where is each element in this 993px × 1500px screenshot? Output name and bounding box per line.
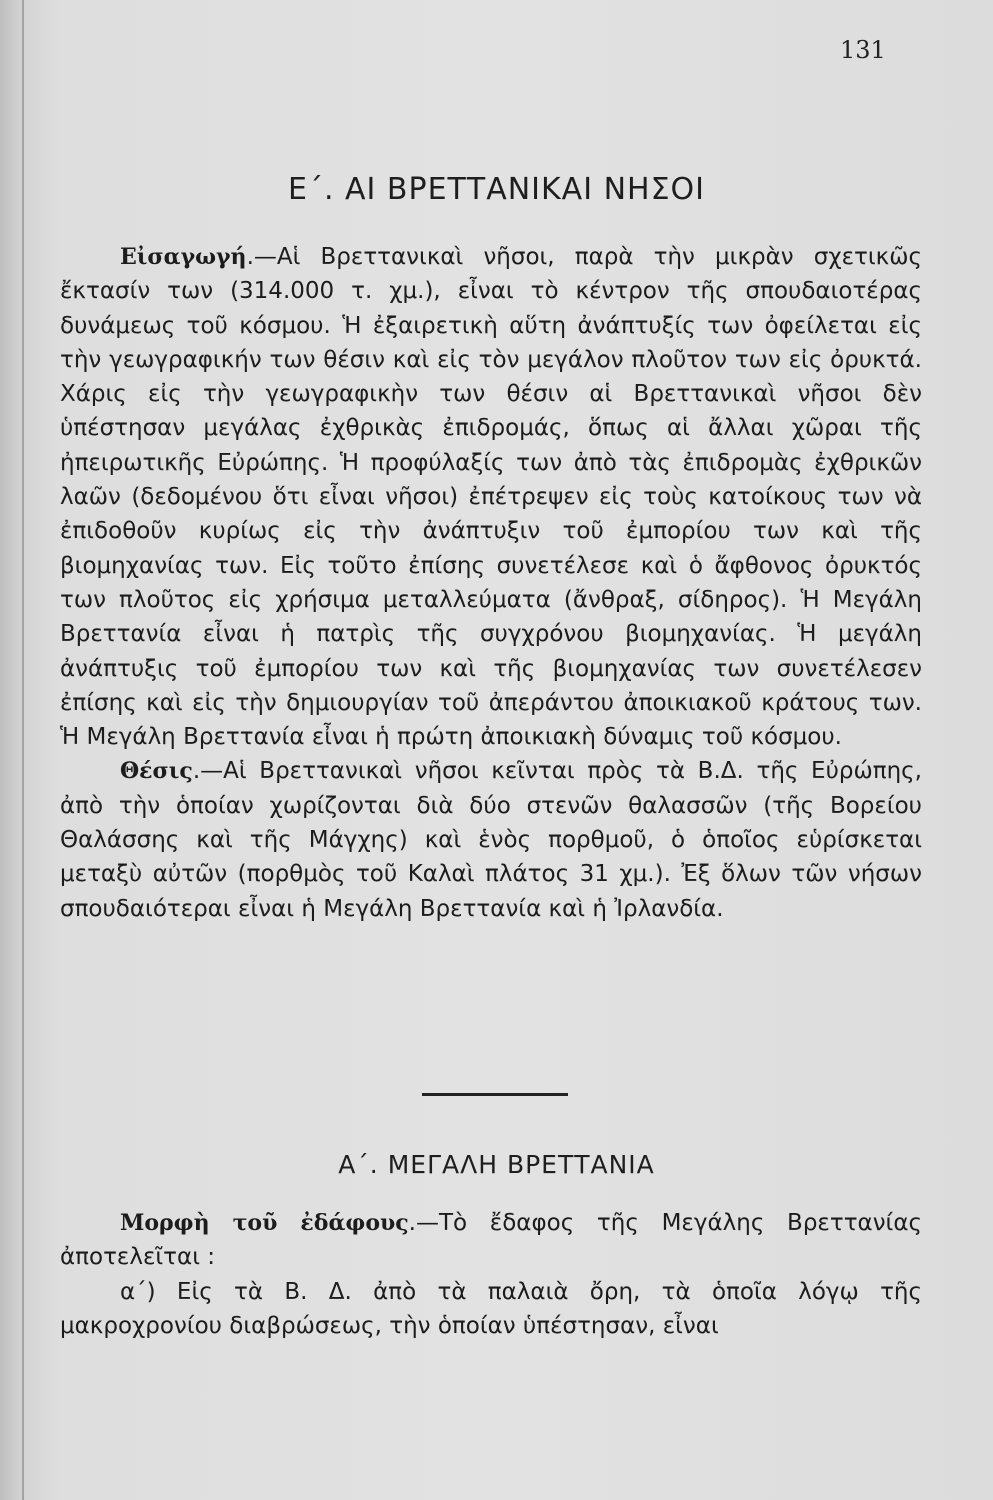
section-divider xyxy=(422,1093,568,1096)
position-heading: Θέσις xyxy=(120,758,193,785)
intro-text: .—Αἱ Βρεττανικαὶ νῆσοι, παρὰ τὴν μικρὰν σχετικῶς ἔκτασίν των (314.000 τ. χμ.), εἶναι τὸ κέντρον τῆς σπουδαιοτέρας δυνάμεως τοῦ κόσμου. Ἡ ἐξαιρετικὴ αὕτη ἀνάπτυξίς των ὀφείλεται εἰς τὴν γεωγραφικήν των θέσιν καὶ εἰς τὸν μεγάλον πλοῦτον των εἰς ὀρυκτά. Χάρις εἰς τὴν γεωγραφικὴν των θέσιν αἱ Βρεττανικαὶ νῆσοι δὲν ὑπέστησαν μεγάλας ἐχθρικὰς ἐπιδρομάς, ὅπως αἱ ἄλλαι χῶραι τῆς ἠπειρωτικῆς Εὐρώπης. Ἡ προφύλαξίς των ἀπὸ τὰς ἐπιδρομὰς ἐχθρικῶν λαῶν (δεδομένου ὅτι εἶναι νῆσοι) ἐπέτρεψεν εἰς τοὺς κατοίκους των νὰ ἐπιδοθοῦν κυρίως εἰς τὴν ἀνάπτυξιν τοῦ ἐμπορίου των καὶ τῆς βιομηχανίας των. Εἰς τοῦτο ἐπίσης συνετέλεσε καὶ ὁ ἄφθονος ὀρυκτός των πλοῦτος εἰς χρήσιμα μεταλλεύματα (ἄνθραξ, σίδηρος). Ἡ Μεγάλη Βρεττανία εἶναι ἡ πατρὶς τῆς συγχρόνου βιομηχανίας. Ἡ μεγάλη ἀνάπτυξις τοῦ ἐμπορίου των καὶ τῆς βιομηχανίας των συνετέλεσεν ἐπίσης καὶ εἰς τὴν δημιουργίαν τοῦ ἀπεράντου ἀποικιακοῦ κράτους των. Ἡ Μεγάλη Βρεττανία εἶναι ἡ πρώτη ἀποικιακὴ δύναμις τοῦ κόσμου. xyxy=(60,244,922,751)
intro-paragraph xyxy=(60,240,922,754)
chapter-title: Ε΄. ΑΙ ΒΡΕΤΤΑΝΙΚΑΙ ΝΗΣΟΙ xyxy=(287,172,706,207)
gutter-edge xyxy=(22,0,24,1500)
section-title: Α΄. ΜΕΓΑΛΗ ΒΡΕΤΤΑΝΙΑ xyxy=(338,1150,655,1179)
terrain-paragraph xyxy=(60,1206,922,1275)
intro-heading: Εἰσαγωγή xyxy=(120,244,247,270)
terrain-section xyxy=(60,1206,922,1343)
terrain-item-a: α΄) Εἰς τὰ Β. Δ. ἀπὸ τὰ παλαιὰ ὄρη, τὰ ὁποῖα λόγῳ τῆς μακροχρονίου διαβρώσεως, τὴν ὁποίαν ὑπέστησαν, εἶναι xyxy=(60,1278,922,1339)
terrain-heading: Μορφὴ τοῦ ἐδάφους xyxy=(120,1210,409,1236)
position-text: .—Αἱ Βρεττανικαὶ νῆσοι κεῖνται πρὸς τὰ Β.Δ. τῆς Εὐρώπης, ἀπὸ τὴν ὁποίαν χωρίζονται διὰ δύο στενῶν θαλασσῶν (τῆς Βορείου Θαλάσσης καὶ τῆς Μάγχης) καὶ ἑνὸς πορθμοῦ, ὁ ὁποῖος εὑρίσκεται μεταξὺ αὐτῶν (πορθμὸς τοῦ Καλαὶ πλάτος 31 χμ.). Ἐξ ὅλων τῶν νήσων σπουδαιότεραι εἶναι ἡ Μεγάλη Βρεττανία καὶ ἡ Ἰρλανδία. xyxy=(60,758,922,922)
position-paragraph xyxy=(60,754,922,925)
terrain-text: .—Τὸ ἔδαφος τῆς Μεγάλης Βρεττανίας ἀποτελεῖται : xyxy=(60,1210,922,1271)
page-number: 131 xyxy=(840,36,886,64)
intro-section xyxy=(60,240,922,926)
